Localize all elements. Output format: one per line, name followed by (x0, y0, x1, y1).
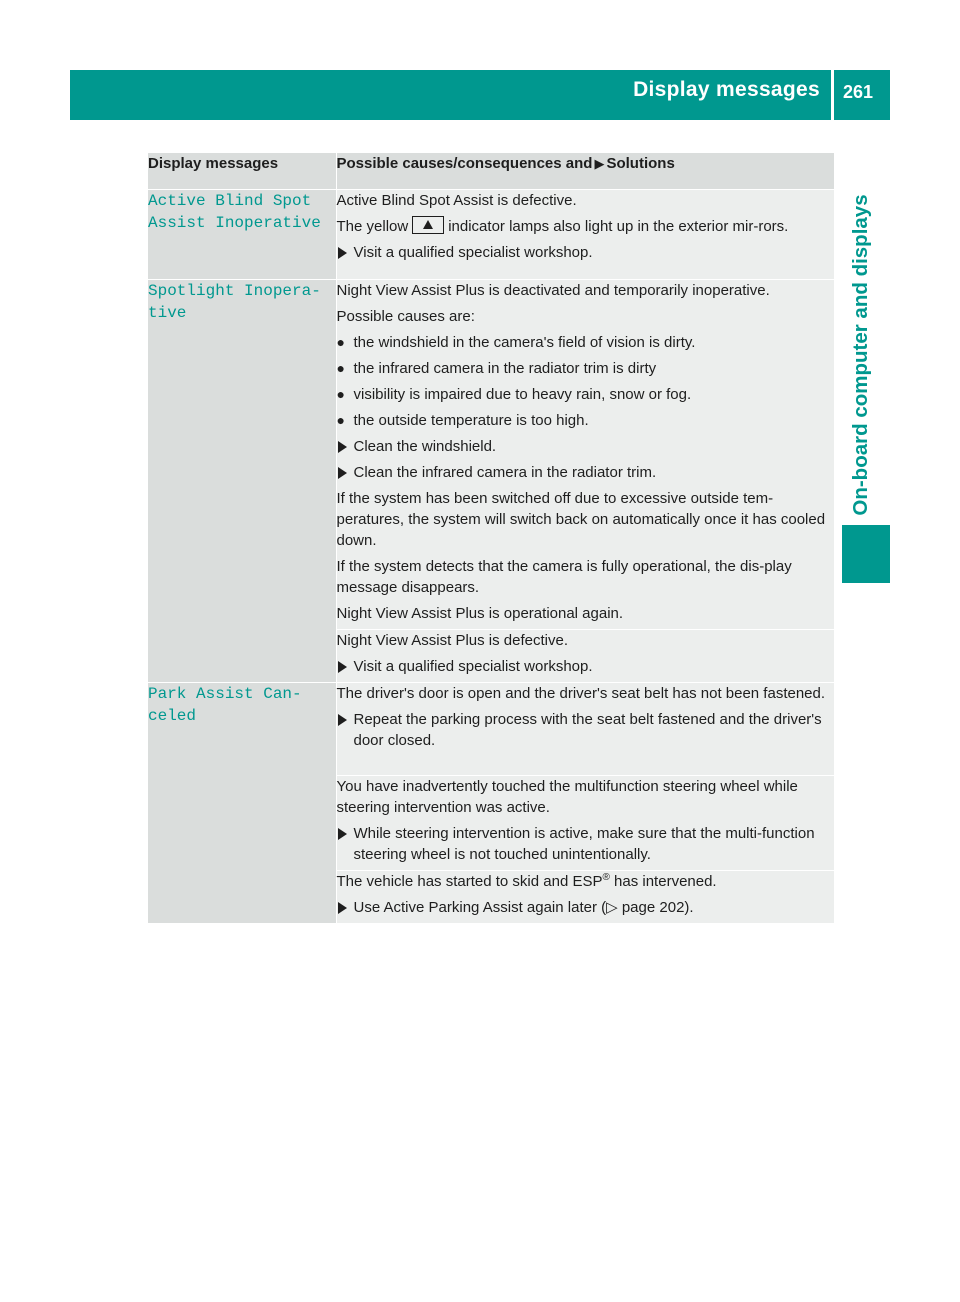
cause-solution-cell (336, 629, 834, 682)
chapter-side-tab-label: On-board computer and displays (849, 194, 872, 516)
column-header-causes-text: Possible causes/consequences and (336, 155, 593, 172)
warning-triangle-lamp-icon (412, 216, 444, 234)
page-reference-arrow-icon: ▷ (606, 898, 618, 916)
action-step: Visit a qualified specialist workshop. (337, 656, 835, 677)
bullet-item (337, 358, 835, 379)
column-header-solutions-text: Solutions (606, 155, 675, 172)
bullet-icon: ● (336, 385, 345, 402)
message-line: Park Assist Can‐ (148, 684, 302, 703)
table-row (148, 279, 834, 629)
display-messages-table (148, 153, 834, 923)
bullet-text: visibility is impaired due to heavy rain, snow or fog. (353, 385, 692, 403)
message-line: tive (148, 303, 187, 322)
message-line: Active Blind Spot (148, 191, 312, 210)
header-divider (831, 70, 834, 120)
bullet-text: the outside temperature is too high. (353, 411, 589, 429)
cause-text (337, 871, 835, 892)
cause-text: Night View Assist Plus is operational again. (336, 604, 624, 622)
chapter-side-tab (832, 128, 890, 583)
cause-text: If the system detects that the camera is fully operational, the dis-play message disappears. (336, 557, 792, 596)
chapter-marker-square (842, 525, 890, 583)
cause-solution-cell (336, 279, 834, 629)
bullet-item (337, 332, 835, 353)
action-step: Visit a qualified specialist workshop. (337, 242, 835, 263)
action-step: While steering intervention is active, make sure that the multi-function steering wheel is not touched unintentionally. (337, 823, 835, 865)
page-header-bar (70, 70, 890, 120)
message-line: Spotlight Inopera‐ (148, 281, 321, 300)
cause-text-part: indicator lamps also light up in the exterior mir-rors. (448, 217, 789, 235)
table-row (148, 682, 834, 775)
cause-text: Possible causes are: (336, 307, 475, 325)
registered-mark: ® (602, 871, 610, 883)
bullet-item (337, 410, 835, 431)
bullet-icon: ● (336, 333, 345, 350)
bullet-icon: ● (336, 411, 345, 428)
cause-solution-cell (336, 189, 834, 279)
page-number: 261 (843, 82, 874, 102)
message-line: Assist Inoperative (148, 213, 321, 232)
display-message-name (148, 682, 336, 923)
action-step: Repeat the parking process with the seat belt fastened and the driver's door closed. (337, 709, 835, 751)
action-step (337, 897, 835, 918)
cause-solution-cell (336, 682, 834, 775)
cause-text-part: has intervened. (614, 872, 717, 890)
cause-text-part: The vehicle has started to skid and ESP (336, 872, 603, 890)
cause-text (337, 216, 835, 237)
table-row (148, 189, 834, 279)
bullet-icon: ● (336, 359, 345, 376)
cause-text: Active Blind Spot Assist is defective. (336, 191, 577, 209)
bullet-item (337, 384, 835, 405)
action-text-part: Use Active Parking Assist again later ( (353, 898, 607, 916)
cause-text: You have inadvertently touched the multifunction steering wheel while steering intervention was active. (336, 777, 798, 816)
cause-text: The driver's door is open and the driver's seat belt has not been fastened. (336, 684, 826, 702)
cause-text: If the system has been switched off due to excessive outside tem-peratures, the system will switch back on automatically once it has cooled down. (336, 489, 826, 549)
cause-solution-cell (336, 775, 834, 870)
bullet-text: the windshield in the camera's field of vision is dirty. (353, 333, 696, 351)
section-title: Display messages (633, 78, 820, 101)
action-arrow-icon: ▶ (594, 156, 605, 171)
page-reference-link[interactable]: page 202). (621, 898, 694, 916)
message-line: celed (148, 706, 197, 725)
column-header-causes-solutions (336, 153, 834, 189)
display-message-name (148, 189, 336, 279)
table-header-row (148, 153, 834, 189)
action-step: Clean the windshield. (337, 436, 835, 457)
bullet-text: the infrared camera in the radiator trim is dirty (353, 359, 657, 377)
column-header-display-messages: Display messages (148, 153, 336, 189)
cause-solution-cell (336, 870, 834, 923)
display-message-name (148, 279, 336, 682)
cause-text: Night View Assist Plus is deactivated and temporarily inoperative. (336, 281, 770, 299)
action-step: Clean the infrared camera in the radiator trim. (337, 462, 835, 483)
cause-text: Night View Assist Plus is defective. (336, 631, 568, 649)
cause-text-part: The yellow (336, 217, 409, 235)
